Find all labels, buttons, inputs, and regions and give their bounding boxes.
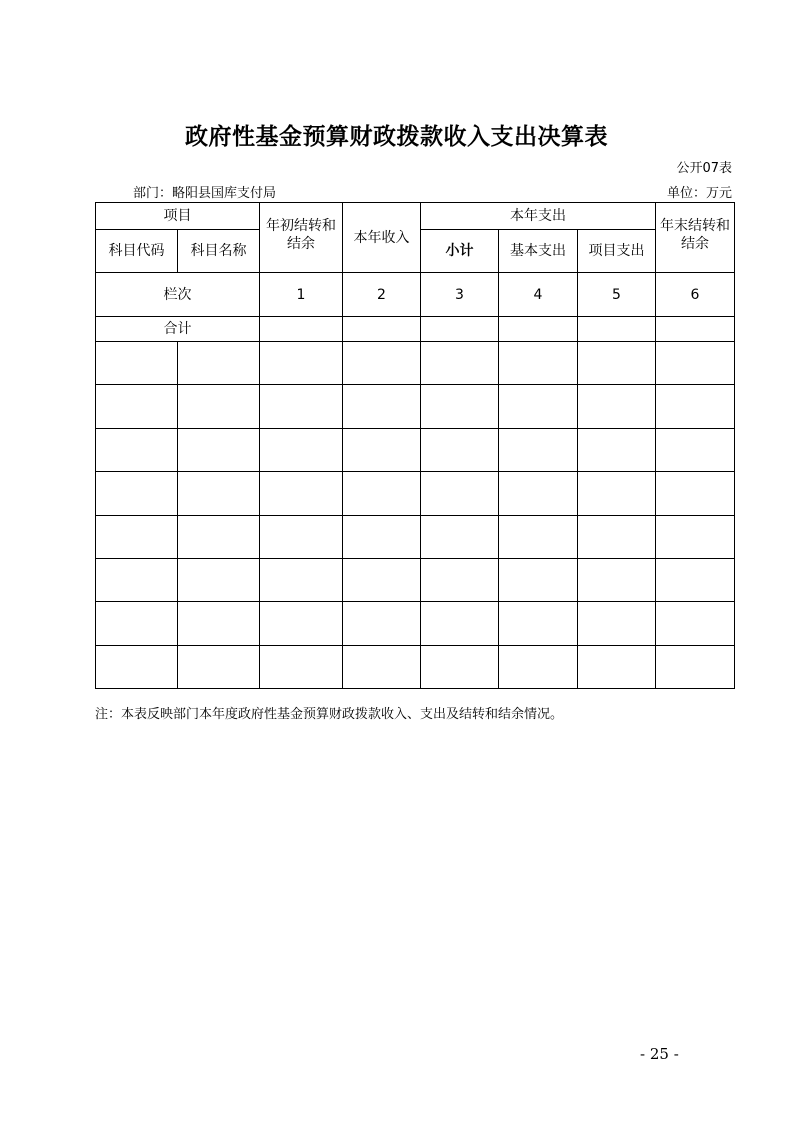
table-cell	[96, 645, 178, 688]
table-cell	[343, 515, 421, 558]
table-cell	[421, 558, 499, 601]
table-cell	[499, 385, 578, 428]
table-cell	[421, 602, 499, 645]
table-cell	[499, 472, 578, 515]
column-number: 2	[343, 273, 421, 317]
column-number: 4	[499, 273, 578, 317]
table-cell	[178, 385, 260, 428]
table-cell	[260, 472, 343, 515]
table-cell	[656, 645, 735, 688]
table-cell	[178, 602, 260, 645]
table-row	[96, 342, 735, 385]
table-cell	[343, 317, 421, 342]
header-code: 科目代码	[96, 230, 178, 273]
table-cell	[343, 602, 421, 645]
unit-label: 单位：万元	[666, 186, 732, 201]
table-cell	[656, 602, 735, 645]
table-row	[96, 515, 735, 558]
table-cell	[178, 342, 260, 385]
table-cell	[499, 342, 578, 385]
column-index-label: 栏次	[96, 273, 260, 317]
table-cell	[656, 317, 735, 342]
header-income: 本年收入	[343, 203, 421, 273]
table-row	[96, 602, 735, 645]
table-cell	[421, 428, 499, 471]
header-basic: 基本支出	[499, 230, 578, 273]
table-row	[96, 558, 735, 601]
table-cell	[578, 602, 656, 645]
header-project: 项目支出	[578, 230, 656, 273]
total-row	[96, 317, 735, 342]
table-cell	[656, 472, 735, 515]
table-cell	[421, 515, 499, 558]
table-cell	[499, 317, 578, 342]
table-row	[96, 385, 735, 428]
table-note: 注：本表反映部门本年度政府性基金预算财政拨款收入、支出及结转和结余情况。	[95, 707, 564, 722]
table-cell	[96, 558, 178, 601]
table-cell	[96, 515, 178, 558]
header-name: 科目名称	[178, 230, 260, 273]
table-cell	[96, 602, 178, 645]
table-cell	[499, 645, 578, 688]
table-cell	[178, 645, 260, 688]
table-cell	[96, 385, 178, 428]
column-number: 6	[656, 273, 735, 317]
header-subtotal: 小计	[421, 230, 499, 273]
table-cell	[421, 385, 499, 428]
table-cell	[96, 342, 178, 385]
table-row	[96, 472, 735, 515]
table-cell	[260, 317, 343, 342]
table-cell	[578, 385, 656, 428]
table-cell	[656, 558, 735, 601]
table-cell	[96, 472, 178, 515]
table-cell	[656, 515, 735, 558]
table-cell	[499, 558, 578, 601]
header-begin-balance: 年初结转和结余	[260, 203, 343, 273]
table-cell	[499, 602, 578, 645]
header-item: 项目	[96, 203, 260, 230]
table-cell	[578, 515, 656, 558]
column-number: 1	[260, 273, 343, 317]
table-cell	[178, 515, 260, 558]
budget-table	[95, 202, 735, 689]
table-cell	[421, 317, 499, 342]
table-cell	[578, 645, 656, 688]
table-cell	[578, 317, 656, 342]
table-cell	[260, 602, 343, 645]
table-cell	[656, 342, 735, 385]
table-cell	[578, 558, 656, 601]
table-cell	[96, 428, 178, 471]
table-cell	[421, 342, 499, 385]
column-number: 3	[421, 273, 499, 317]
table-cell	[578, 428, 656, 471]
table-cell	[656, 428, 735, 471]
table-cell	[343, 558, 421, 601]
table-row	[96, 645, 735, 688]
header-end-balance: 年末结转和结余	[656, 203, 735, 273]
page-title: 政府性基金预算财政拨款收入支出决算表	[185, 124, 608, 150]
header-expense: 本年支出	[421, 203, 656, 230]
department-label: 部门：略阳县国库支付局	[133, 186, 277, 201]
table-cell	[656, 385, 735, 428]
table-cell	[260, 428, 343, 471]
table-cell	[260, 385, 343, 428]
table-cell	[499, 428, 578, 471]
table-cell	[499, 515, 578, 558]
table-cell	[343, 385, 421, 428]
table-cell	[178, 428, 260, 471]
table-cell	[260, 645, 343, 688]
page-number: - 25 -	[640, 1045, 679, 1063]
table-cell	[343, 472, 421, 515]
table-cell	[343, 428, 421, 471]
table-cell	[578, 342, 656, 385]
table-cell	[421, 645, 499, 688]
column-number: 5	[578, 273, 656, 317]
table-cell	[578, 472, 656, 515]
table-cell	[260, 558, 343, 601]
table-cell	[260, 342, 343, 385]
table-cell	[421, 472, 499, 515]
table-cell	[260, 515, 343, 558]
table-cell	[178, 472, 260, 515]
table-cell	[343, 342, 421, 385]
table-row	[96, 428, 735, 471]
table-cell	[343, 645, 421, 688]
total-label: 合计	[96, 317, 260, 342]
table-cell	[178, 558, 260, 601]
table-number: 公开07表	[676, 161, 732, 176]
column-index-row	[96, 273, 735, 317]
